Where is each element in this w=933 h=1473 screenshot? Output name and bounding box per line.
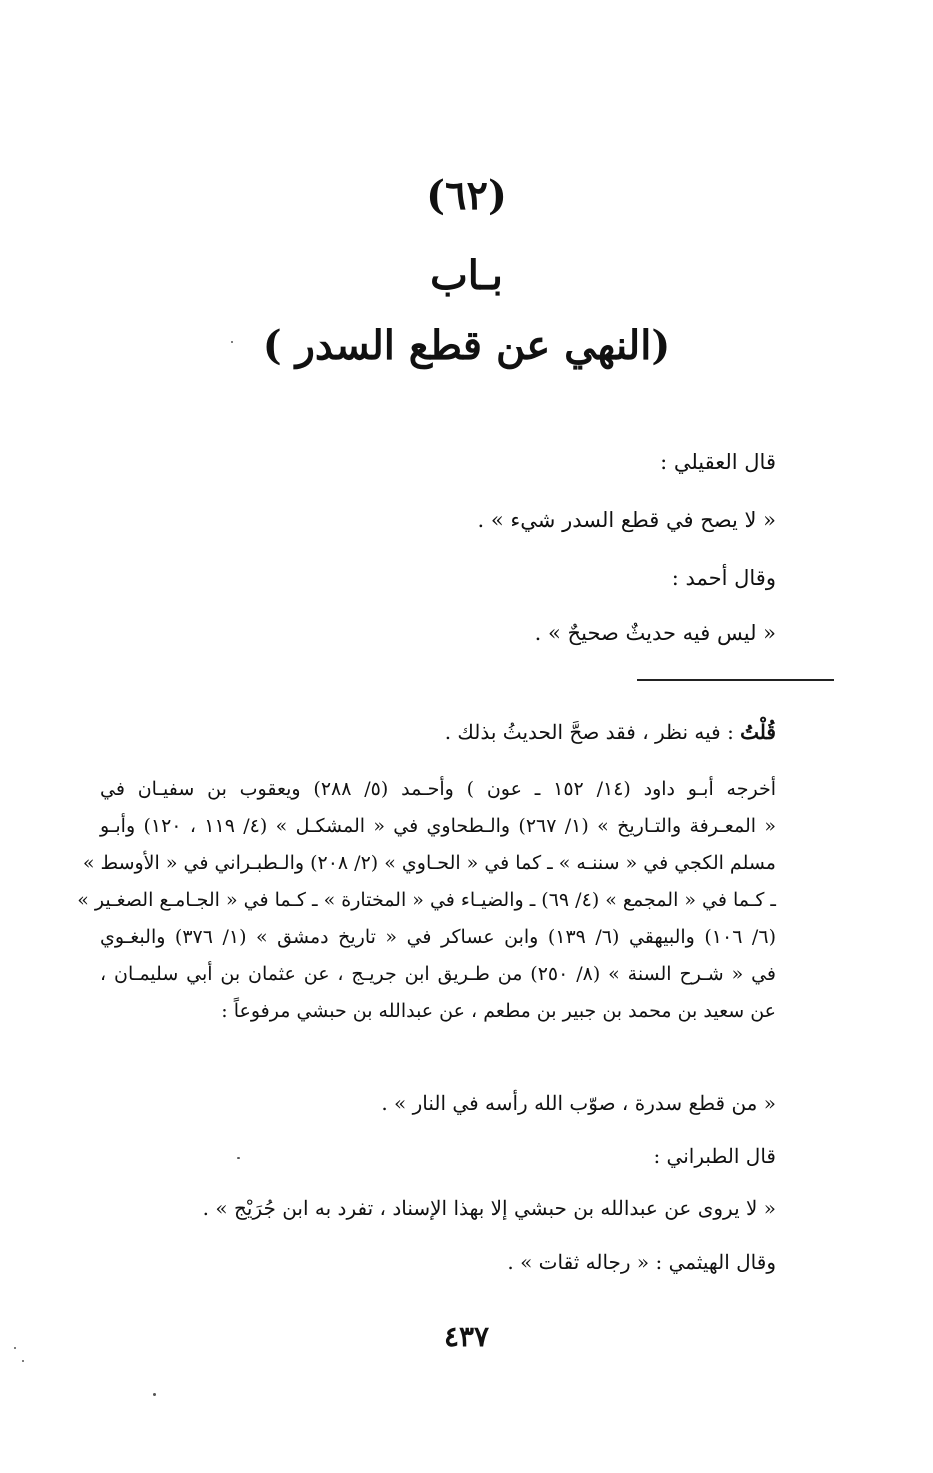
takhrij-line: « المعـرفة والتـاريخ » (١/ ٢٦٧) والـطحاوي في « المشكـل » (٤/ ١١٩ ، ١٢٠) وأبـو [100,815,776,837]
scan-speck [14,1347,16,1349]
chapter-number: (٦٢) [426,172,507,219]
scan-speck [237,1157,240,1159]
author-comment [445,718,776,746]
takhrij-line: ـ كـما في « المجمع » (٤/ ٦٩) ـ والضيـاء في « المختارة » ـ كـما في « الجـامـع الصغـير » [77,889,776,911]
tabarani-quote: « لا يروى عن عبدالله بن حبشي إلا بهذا الإسناد ، تفرد به ابن جُرَيْج » . [202,1196,776,1220]
tabarani-intro: قال الطبراني : [653,1144,776,1168]
scan-speck [231,341,233,343]
takhrij-line: في « شـرح السنة » (٨/ ٢٥٠) من طـريق ابن جريـج ، عن عثمان بن أبي سليمـان ، [100,963,776,985]
qult-word: قُلْتُ [740,720,776,744]
takhrij-line: (٦/ ١٠٦) والبيهقي (٦/ ١٣٩) وابن عساكر في « تاريخ دمشق » (١/ ٣٧٦) والبغـوي [100,926,776,948]
chapter-title: (النهي عن قطع السدر ) [262,322,671,369]
takhrij-line: أخرجه أبـو داود (١٤/ ١٥٢ ـ عون ) وأحـمد (٥/ ٢٨٨) ويعقوب بن سفيـان في [100,778,776,800]
page-number: ٤٣٧ [443,1320,490,1353]
ahmad-quote: « ليس فيه حديثٌ صحيحٌ » . [534,621,776,645]
scan-speck [22,1360,24,1362]
takhrij-line: مسلم الكجي في « سننـه » ـ كما في « الحـاوي » (٢/ ٢٠٨) والـطبـراني في « الأوسط » [82,852,776,874]
scan-speck [153,1393,156,1396]
uqayli-quote: « لا يصح في قطع السدر شيء » . [477,508,776,532]
haythami-quote: وقال الهيثمي : « رجاله ثقات » . [507,1250,776,1274]
comment-text: : فيه نظر ، فقد صحَّ الحديثُ بذلك . [444,720,734,744]
hadith-text: « من قطع سدرة ، صوّب الله رأسه في النار » . [381,1091,776,1115]
ahmad-intro: وقال أحمد : [671,566,776,590]
takhrij-line: عن سعيد بن محمد بن جبير بن مطعم ، عن عبدالله بن حبشي مرفوعاً : [221,1000,776,1022]
takhrij-paragraph [77,771,776,1030]
uqayli-intro: قال العقيلي : [660,450,776,474]
section-divider [637,679,834,681]
bab-label: بـاب [430,252,503,299]
